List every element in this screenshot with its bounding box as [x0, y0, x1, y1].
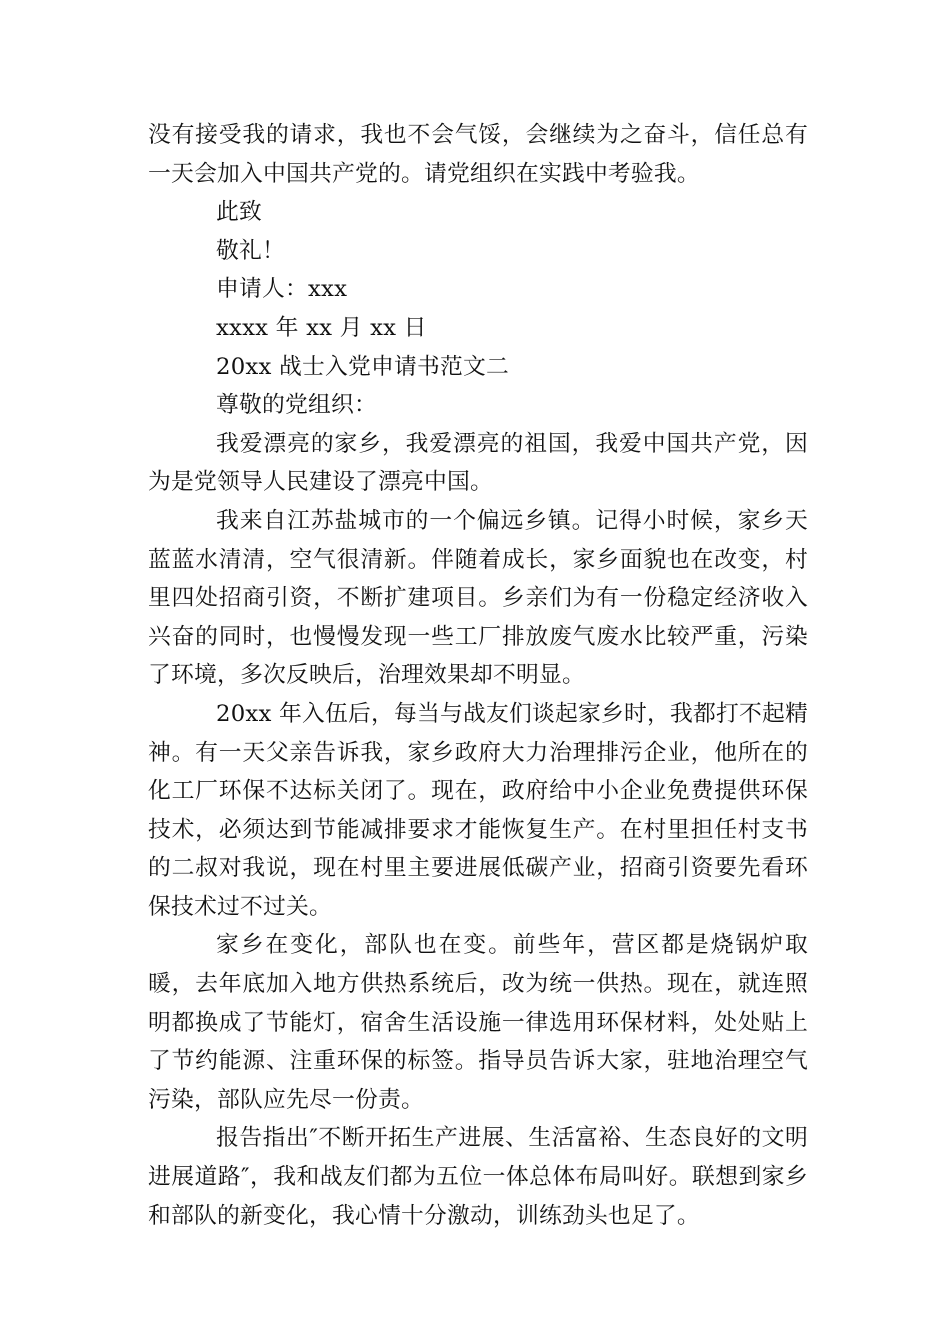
- closing-respect: 敬礼！: [216, 237, 285, 264]
- paragraph: 我爱漂亮的家乡，我爱漂亮的祖国，我爱中国共产党，因为是党领导人民建设了漂亮中国。: [148, 430, 808, 496]
- paragraph: 家乡在变化，部队也在变。前些年，营区都是烧锅炉取暖，去年底加入地方供热系统后，改为统一供热。现在，就连照明都换成了节能灯，宿舍生活设施一律选用环保材料，处处贴上了节约能源、注重环保的标签。指导员告诉大家，驻地治理空气污染，部队应先尽一份责。: [148, 932, 808, 1113]
- paragraph: 报告指出″不断开拓生产进展、生活富裕、生态良好的文明进展道路″，我和战友们都为五位一体总体布局叫好。联想到家乡和部队的新变化，我心情十分激动，训练劲头也足了。: [148, 1125, 808, 1229]
- date-line: xxxx 年 xx 月 xx 日: [216, 314, 427, 341]
- greeting-line: 尊敬的党组织：: [216, 392, 377, 419]
- paragraph: 20xx 年入伍后，每当与战友们谈起家乡时，我都打不起精神。有一天父亲告诉我，家乡政府大力治理排污企业，他所在的化工厂环保不达标关闭了。现在，政府给中小企业免费提供环保技术，必须达到节能减排要求才能恢复生产。在村里担任村支书的二叔对我说，现在村里主要进展低碳产业，招商引资要先看环保技术过不过关。: [148, 700, 808, 920]
- closing-salutation: 此致: [216, 199, 262, 226]
- document-body: [148, 116, 808, 1235]
- applicant-line: 申请人：xxx: [216, 276, 348, 303]
- paragraph-continuation: 没有接受我的请求，我也不会气馁，会继续为之奋斗，信任总有一天会加入中国共产党的。请党组织在实践中考验我。: [148, 122, 808, 187]
- section-title: 20xx 战士入党申请书范文二: [216, 353, 509, 380]
- paragraph: 我来自江苏盐城市的一个偏远乡镇。记得小时候，家乡天蓝蓝水清清，空气很清新。伴随着成长，家乡面貌也在改变，村里四处招商引资，不断扩建项目。乡亲们为有一份稳定经济收入兴奋的同时，也慢慢发现一些工厂排放废气废水比较严重，污染了环境，多次反映后，治理效果却不明显。: [148, 507, 808, 689]
